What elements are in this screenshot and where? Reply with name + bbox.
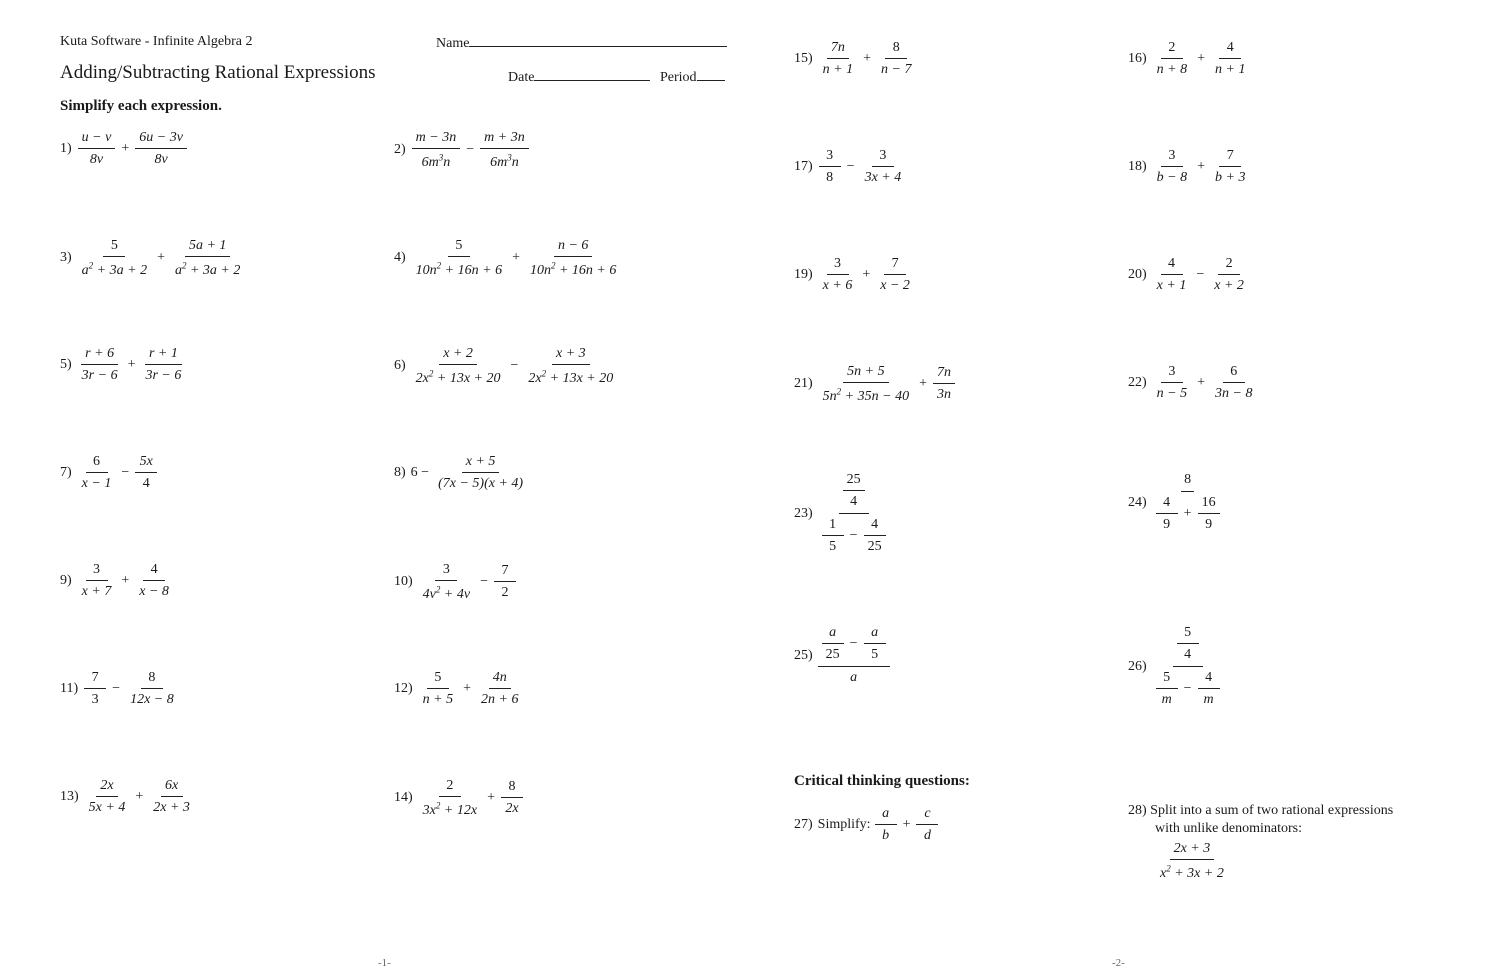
problem-4: [394, 238, 621, 279]
denominator: $6m^3n$: [421, 152, 451, 170]
numerator: 2: [1218, 256, 1240, 275]
fraction-a: [412, 130, 461, 171]
denominator: (7x − 5)(x + 4): [438, 476, 524, 491]
problem-number: 6): [394, 358, 406, 374]
operator: −: [846, 159, 855, 174]
fraction-a: [1153, 364, 1191, 402]
fraction-b: [933, 365, 955, 403]
numerator: 2x: [96, 778, 118, 797]
problem-number: 24): [1128, 494, 1147, 510]
problem-number: 11): [60, 681, 79, 696]
problem-number: 16): [1128, 51, 1147, 66]
name-blank: [469, 34, 727, 47]
operator: +: [121, 573, 130, 588]
numerator: 5n + 5: [843, 364, 888, 383]
numerator: 3: [819, 148, 841, 167]
problem-number: 12): [394, 681, 413, 696]
denominator: $4v^2 + 4v$: [422, 584, 471, 602]
fraction-a: [1153, 256, 1191, 294]
denominator: 5x + 4: [88, 800, 126, 815]
operator: +: [919, 376, 927, 392]
instructions: Simplify each expression.: [60, 98, 222, 114]
problem-26: [1128, 625, 1224, 708]
denominator: 12x − 8: [130, 692, 174, 707]
problem-number: 3): [60, 250, 72, 266]
fraction-b: [135, 454, 157, 492]
fraction-a: [819, 256, 857, 294]
problem-number: 25): [794, 647, 813, 663]
fraction-a: [819, 148, 841, 186]
fraction-a: [84, 670, 106, 708]
fraction-b: [1211, 364, 1256, 402]
fraction-a: [419, 562, 474, 603]
denominator: 3n − 8: [1215, 386, 1253, 401]
q28-line1: Split into a sum of two rational expressions: [1150, 803, 1394, 818]
fraction-a: [819, 40, 857, 78]
operator: −: [112, 681, 121, 696]
numerator: 7n: [933, 365, 955, 384]
denominator: 2x + 3: [153, 800, 190, 815]
problem-number: 27): [794, 817, 813, 832]
fraction-b: [141, 346, 185, 384]
fraction-b: [861, 148, 906, 186]
problem-27: 27) Simplify: $\frac{a}{b}$ + $\frac{c}{d}$: [794, 806, 939, 844]
fraction-b: [480, 130, 529, 171]
fraction-a: [1153, 148, 1191, 186]
numerator: m − 3n: [412, 130, 461, 149]
period-field: [660, 68, 725, 86]
fraction-b: [1210, 256, 1248, 294]
problem-number: 17): [794, 159, 813, 174]
name-field: [436, 34, 727, 52]
problem-number: 4): [394, 250, 406, 266]
denominator: n + 8: [1156, 62, 1188, 77]
operator: +: [863, 51, 872, 66]
complex-fraction: $\frac{25}{4}$ $\frac{1}{5}$ − $\frac{4}{25}$: [818, 472, 890, 555]
denominator: 2x: [505, 801, 519, 817]
fraction-b: [1211, 40, 1249, 78]
problem-5: [60, 346, 186, 384]
operator: −: [466, 142, 475, 158]
problem-11: [60, 670, 179, 708]
numerator: 2: [439, 778, 461, 797]
operator: +: [127, 357, 136, 372]
fraction-b: [494, 563, 516, 601]
denominator: x − 1: [81, 476, 112, 491]
operator: −: [480, 574, 488, 590]
numerator: 5x: [135, 454, 157, 473]
denominator: 3n: [936, 387, 951, 403]
numerator: 4n: [489, 670, 511, 689]
period-label: Period: [660, 70, 697, 85]
problem-number: 15): [794, 51, 813, 66]
denominator: x + 2: [1214, 278, 1244, 293]
numerator: 5: [103, 238, 125, 257]
problem-3: [60, 238, 245, 279]
problem-number: 10): [394, 574, 413, 590]
numerator: 5: [448, 238, 470, 257]
operator: +: [463, 681, 472, 696]
operator: +: [135, 789, 144, 804]
software-label: Kuta Software - Infinite Algebra 2: [60, 34, 253, 49]
problem-24: [1128, 472, 1224, 533]
fraction-b: [434, 454, 527, 492]
fraction-a: [412, 346, 505, 387]
problem-number: 18): [1128, 159, 1147, 174]
problem-number: 14): [394, 790, 413, 806]
problem-number: 19): [794, 267, 813, 282]
denominator: $5n^2 + 35n - 40$: [822, 386, 910, 404]
problem-22: [1128, 364, 1257, 402]
complex-fraction: 8 $\frac{4}{9}$ + $\frac{16}{9}$: [1152, 472, 1224, 533]
critical-heading: Critical thinking questions:: [794, 773, 970, 789]
name-label: Name: [436, 36, 470, 51]
denominator: b + 3: [1215, 170, 1246, 185]
denominator: x − 8: [139, 584, 169, 599]
numerator: 7n: [827, 40, 849, 59]
problem-21: [794, 364, 956, 405]
problem-15: [794, 40, 916, 78]
numerator: x + 2: [439, 346, 477, 365]
problem-1: [60, 130, 188, 168]
denominator: 3r − 6: [81, 368, 118, 383]
denominator: 4: [142, 476, 150, 491]
problem-28: [1128, 803, 1393, 882]
denominator: 3: [91, 692, 99, 707]
date-field: [508, 68, 650, 86]
numerator: 8: [141, 670, 163, 689]
denominator: n + 1: [1215, 62, 1246, 77]
problem-number: 20): [1128, 267, 1147, 282]
operator: −: [1196, 267, 1205, 282]
operator: +: [487, 790, 495, 806]
fraction-b: [1211, 148, 1249, 186]
simplify-label: Simplify:: [817, 817, 871, 832]
numerator: 6u − 3v: [135, 130, 187, 149]
complex-fraction: $\frac{5}{4}$ $\frac{5}{m}$ − $\frac{4}{m}$: [1152, 625, 1224, 708]
problem-20: [1128, 256, 1249, 294]
problem-14: [394, 778, 524, 819]
complex-fraction: $\frac{a}{25}$ − $\frac{a}{5}$ a: [818, 625, 890, 686]
numerator: 3: [1161, 148, 1183, 167]
leading-term: 6 −: [410, 465, 430, 480]
denominator: n − 5: [1156, 386, 1188, 401]
problem-7: [60, 454, 158, 492]
numerator: r + 6: [81, 346, 118, 365]
problem-number: 7): [60, 465, 72, 480]
numerator: 3: [86, 562, 108, 581]
denominator: n − 7: [881, 62, 912, 77]
denominator: x − 2: [880, 278, 910, 293]
q28-fraction: $\frac{2x + 3}{x^2 + 3x + 2}$: [1160, 841, 1224, 881]
operator: −: [121, 465, 130, 480]
denominator: $2x^2 + 13x + 20$: [528, 368, 614, 386]
denominator: 2: [501, 585, 509, 601]
fraction-b: [877, 40, 915, 78]
date-blank: [534, 68, 650, 81]
problem-12: [394, 670, 523, 708]
numerator: m + 3n: [480, 130, 529, 149]
numerator: 8: [501, 779, 523, 798]
problem-16: [1128, 40, 1250, 78]
numerator: 5: [427, 670, 449, 689]
operator: +: [157, 250, 165, 266]
numerator: x + 3: [552, 346, 590, 365]
problem-8: [394, 454, 528, 492]
fraction-a: [78, 238, 151, 279]
problem-number: 9): [60, 573, 72, 588]
problem-number: 8): [394, 465, 406, 480]
fraction-b: [876, 256, 914, 294]
operator: +: [1197, 159, 1206, 174]
numerator: 4: [143, 562, 165, 581]
problem-6: [394, 346, 618, 387]
page-number-1: -1-: [378, 957, 391, 969]
denominator: $10n^2 + 16n + 6$: [529, 260, 617, 278]
problem-18: [1128, 148, 1250, 186]
numerator: 7: [84, 670, 106, 689]
problem-number: 21): [794, 376, 813, 392]
numerator: 3: [872, 148, 894, 167]
fraction-b: [126, 670, 178, 708]
fraction-b: [477, 670, 522, 708]
denominator: $6m^3n$: [490, 152, 519, 170]
denominator: b − 8: [1156, 170, 1188, 185]
problem-number: 5): [60, 357, 72, 372]
numerator: 4: [1161, 256, 1183, 275]
period-blank: [697, 68, 725, 81]
fraction-a: [78, 130, 116, 168]
problem-number: 28): [1128, 803, 1147, 818]
denominator: 3r − 6: [145, 368, 182, 383]
problem-10: [394, 562, 517, 603]
denominator: $2x^2 + 13x + 20$: [415, 368, 501, 386]
denominator: 8: [826, 170, 834, 185]
page-number-2: -2-: [1112, 957, 1125, 969]
denominator: x + 6: [822, 278, 853, 293]
numerator: 6x: [161, 778, 183, 797]
operator: −: [510, 358, 519, 374]
problem-23: [794, 472, 890, 555]
fraction-a: [78, 346, 122, 384]
q28-line2: with unlike denominators:: [1155, 821, 1302, 836]
denominator: 3x + 4: [864, 170, 902, 185]
fraction-a: [78, 454, 116, 492]
numerator: 3: [435, 562, 457, 581]
numerator: 2: [1161, 40, 1183, 59]
numerator: 7: [1219, 148, 1241, 167]
numerator: 6: [86, 454, 108, 473]
fraction-b: [135, 562, 173, 600]
problem-number: 1): [60, 141, 72, 156]
problem-2: [394, 130, 530, 171]
date-label: Date: [508, 70, 535, 85]
fraction-a: [419, 670, 457, 708]
worksheet-title: Adding/Subtracting Rational Expressions: [60, 62, 376, 83]
problem-number: 13): [60, 789, 79, 804]
numerator: n − 6: [554, 238, 592, 257]
operator: +: [1197, 51, 1206, 66]
problem-19: [794, 256, 915, 294]
fraction-a: [819, 364, 913, 405]
denominator: $a^2 + 3a + 2$: [174, 260, 241, 278]
problem-13: [60, 778, 195, 816]
operator: +: [121, 141, 130, 156]
numerator: x + 5: [462, 454, 500, 473]
denominator: $3x^2 + 12x$: [422, 800, 478, 818]
denominator: 8v: [89, 152, 104, 167]
fraction-b: [526, 238, 620, 279]
problem-25: [794, 625, 890, 686]
operator: +: [1197, 375, 1206, 390]
fraction-a: [78, 562, 116, 600]
denominator: 8v: [154, 152, 168, 167]
denominator: n + 5: [422, 692, 454, 707]
denominator: n + 1: [822, 62, 854, 77]
problem-number: 22): [1128, 375, 1147, 390]
fraction-b: [171, 238, 244, 279]
problem-number: 23): [794, 505, 813, 521]
numerator: u − v: [78, 130, 116, 149]
denominator: x + 1: [1156, 278, 1187, 293]
denominator: $10n^2 + 16n + 6$: [415, 260, 503, 278]
fraction-a: [85, 778, 130, 816]
numerator: 6: [1223, 364, 1245, 383]
denominator: 2n + 6: [481, 692, 519, 707]
numerator: r + 1: [145, 346, 182, 365]
problem-17: [794, 148, 906, 186]
numerator: 8: [885, 40, 907, 59]
operator: +: [512, 250, 520, 266]
problem-9: [60, 562, 174, 600]
operator: +: [862, 267, 871, 282]
denominator: $a^2 + 3a + 2$: [81, 260, 148, 278]
problem-number: 26): [1128, 658, 1147, 674]
numerator: 3: [1161, 364, 1183, 383]
numerator: 3: [827, 256, 849, 275]
fraction-b: [524, 346, 617, 387]
numerator: 7: [884, 256, 906, 275]
fraction-b: [501, 779, 523, 817]
problem-number: 2): [394, 142, 406, 158]
numerator: 4: [1219, 40, 1241, 59]
fraction-b: [149, 778, 194, 816]
numerator: 5a + 1: [185, 238, 230, 257]
fraction-a: [419, 778, 481, 819]
fraction-a: [412, 238, 506, 279]
numerator: 7: [494, 563, 516, 582]
fraction-b: [135, 130, 187, 168]
denominator: x + 7: [81, 584, 112, 599]
fraction-a: [1153, 40, 1191, 78]
